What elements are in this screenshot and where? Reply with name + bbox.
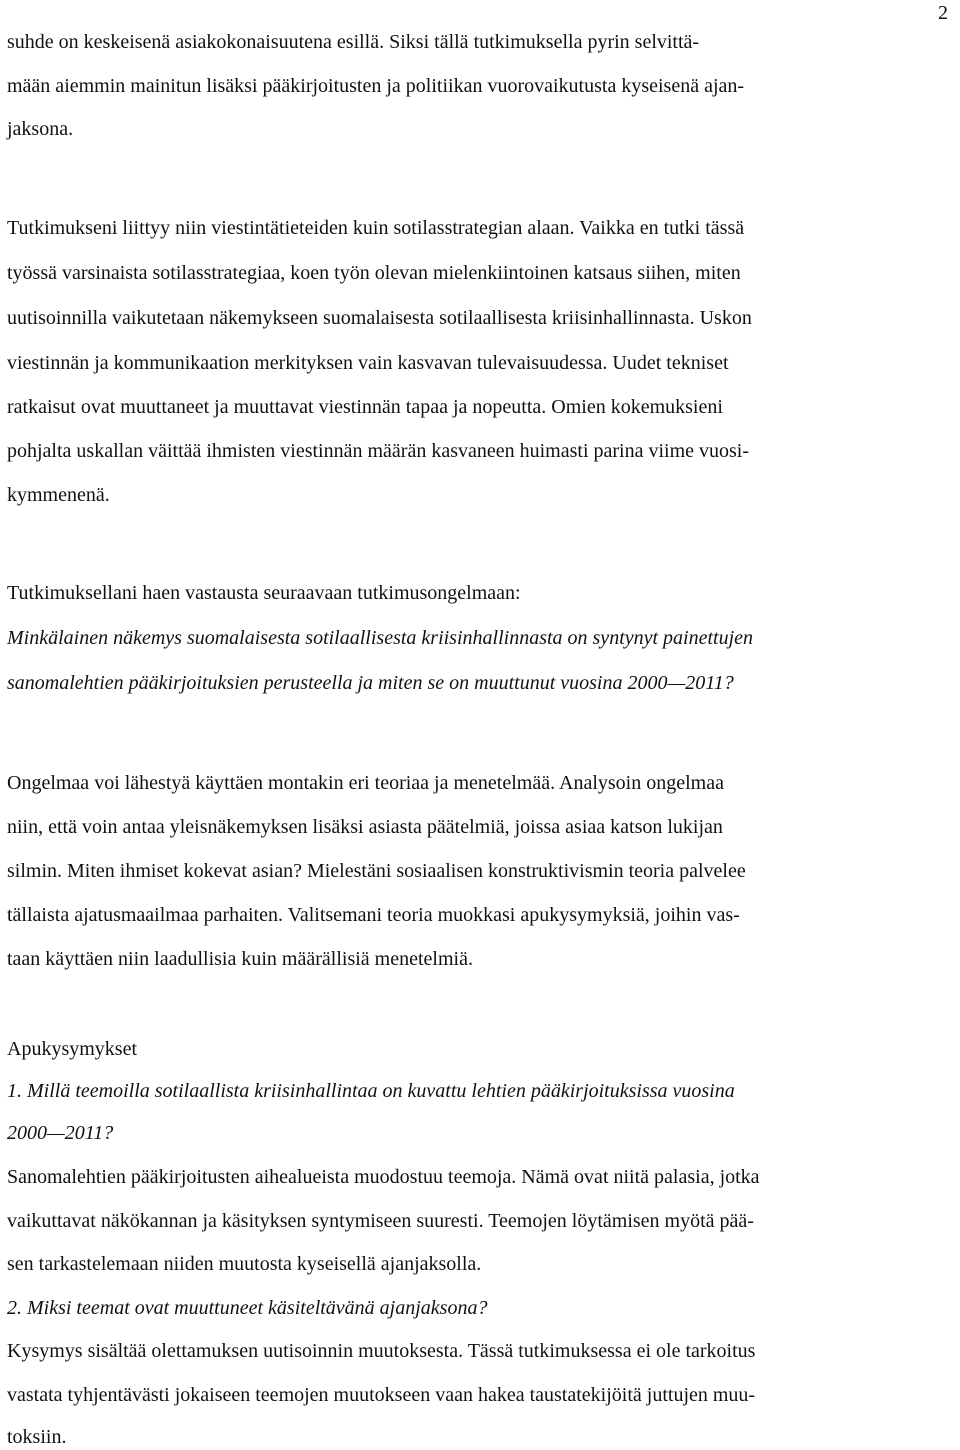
text-line: ratkaisut ovat muuttaneet ja muuttavat viestinnän tapaa ja nopeutta. Omien kokemuksieni: [7, 396, 723, 418]
text-line: vastata tyhjentävästi jokaiseen teemojen muutokseen vaan hakea taustatekijöitä juttujen muu-: [7, 1384, 756, 1406]
text-line: 2000—2011?: [7, 1122, 114, 1144]
text-line: Ongelmaa voi lähestyä käyttäen montakin eri teoriaa ja menetelmää. Analysoin ongelmaa: [7, 772, 724, 794]
text-line: Tutkimukseni liittyy niin viestintätieteiden kuin sotilasstrategian alaan. Vaikka en tutki tässä: [7, 217, 745, 239]
text-line: viestinnän ja kommunikaation merkityksen vain kasvavan tulevaisuudessa. Uudet tekniset: [7, 352, 729, 374]
text-line: mään aiemmin mainitun lisäksi pääkirjoitusten ja politiikan vuorovaikutusta kyseisenä ajan-: [7, 75, 745, 97]
text-line: kymmenenä.: [7, 484, 110, 506]
text-line: taan käyttäen niin laadullisia kuin määrällisiä menetelmiä.: [7, 948, 473, 970]
text-line: Tutkimuksellani haen vastausta seuraavaan tutkimusongelmaan:: [7, 582, 521, 604]
text-line: Sanomalehtien pääkirjoitusten aihealueista muodostuu teemoja. Nämä ovat niitä palasia, jotka: [7, 1166, 760, 1188]
text-line: silmin. Miten ihmiset kokevat asian? Mielestäni sosiaalisen konstruktivismin teoria palvelee: [7, 860, 746, 882]
text-line: vaikuttavat näkökannan ja käsityksen syntymiseen suuresti. Teemojen löytämisen myötä pää-: [7, 1210, 754, 1232]
text-line: pohjalta uskallan väittää ihmisten viestinnän määrän kasvaneen huimasti parina viime vuosi-: [7, 440, 750, 462]
text-line: sen tarkastelemaan niiden muutosta kyseisellä ajanjaksolla.: [7, 1253, 482, 1275]
text-line: sanomalehtien pääkirjoituksien perusteella ja miten se on muuttunut vuosina 2000—2011?: [7, 672, 734, 694]
text-line: 1. Millä teemoilla sotilaallista kriisinhallintaa on kuvattu lehtien pääkirjoituksissa vuosina: [7, 1080, 735, 1102]
page-number: 2: [938, 2, 948, 24]
text-line: uutisoinnilla vaikutetaan näkemykseen suomalaisesta sotilaallisesta kriisinhallinnasta. Uskon: [7, 307, 752, 329]
text-line: Minkälainen näkemys suomalaisesta sotilaallisesta kriisinhallinnasta on syntynyt painettujen: [7, 627, 754, 649]
text-line: Apukysymykset: [7, 1038, 137, 1060]
text-line: Kysymys sisältää olettamuksen uutisoinnin muutoksesta. Tässä tutkimuksessa ei ole tarkoitus: [7, 1340, 756, 1362]
text-line: 2. Miksi teemat ovat muuttuneet käsiteltävänä ajanjaksona?: [7, 1297, 488, 1319]
text-line: toksiin.: [7, 1426, 67, 1448]
text-line: niin, että voin antaa yleisnäkemyksen lisäksi asiasta päätelmiä, joissa asiaa katson lukijan: [7, 816, 723, 838]
text-line: jaksona.: [7, 118, 74, 140]
text-line: tällaista ajatusmaailmaa parhaiten. Valitsemani teoria muokkasi apukysymyksiä, joihin vas-: [7, 904, 740, 926]
text-line: suhde on keskeisenä asiakokonaisuutena esillä. Siksi tällä tutkimuksella pyrin selvittä-: [7, 31, 700, 53]
text-line: työssä varsinaista sotilasstrategiaa, koen työn olevan mielenkiintoinen katsaus siihen, miten: [7, 262, 741, 284]
